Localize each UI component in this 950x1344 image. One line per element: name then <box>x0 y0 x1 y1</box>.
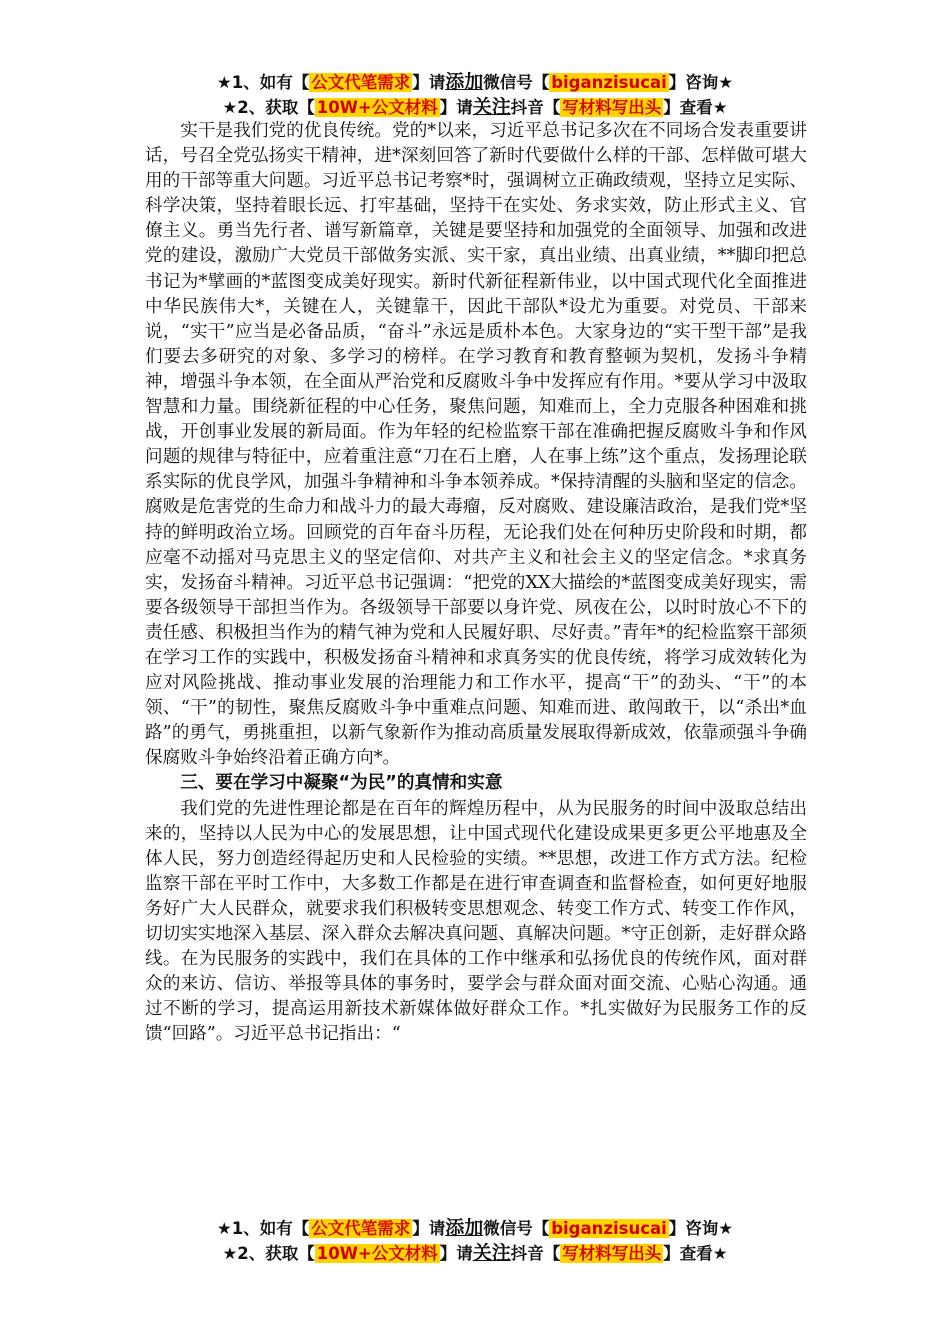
promo-highlight: 公文代笔需求 <box>311 1219 411 1238</box>
promo-text: 抖音【 <box>510 98 561 117</box>
promo-line-1 <box>0 1216 950 1241</box>
promo-text: ★1、如有【 <box>216 73 310 92</box>
promo-line-1 <box>0 70 950 95</box>
promo-line-2 <box>0 95 950 120</box>
promo-highlight: 写材料写出头 <box>562 98 662 117</box>
promo-highlight: biganzisucai <box>551 1219 667 1238</box>
promo-emphasis: 添加 <box>445 1217 484 1239</box>
promo-line-2 <box>0 1241 950 1266</box>
promo-text: ★2、获取【 <box>222 98 315 117</box>
promo-text: 】咨询★ <box>668 1219 734 1238</box>
document-body <box>145 119 807 1047</box>
promo-emphasis: 关注 <box>472 1242 511 1264</box>
promo-text: 】咨询★ <box>668 73 734 92</box>
promo-text: 】查看★ <box>663 1244 728 1263</box>
promo-highlight: 10W+公文材料 <box>316 98 438 117</box>
promo-text: 微信号【 <box>483 73 550 92</box>
section-heading: 三、要在学习中凝聚“为民”的真情和实意 <box>180 773 503 794</box>
body-paragraph: 实干是我们党的优良传统。党的*以来，习近平总书记多次在不同场合发表重要讲话，号召全党弘扬实干精神，进*深刻回答了新时代要做什么样的干部、怎样做可堪大用的干部等重大问题。习近平总书记考察*时，强调树立正确政绩观，坚持立足实际、科学决策，坚持着眼长远、打牢基础，坚持干在实处、务求实效，防止形式主义、官僚主义。勇当先行者、谱写新篇章，关键是要坚持和加强党的全面领导、加强和改进党的建设，激励广大党员干部做务实派、实干家，真出业绩、出真业绩，**脚印把总书记为*擘画的*蓝图变成美好现实。新时代新征程新伟业，以中国式现代化全面推进中华民族伟大*，关键在人，关键靠干，因此干部队*设尤为重要。对党员、干部来说，“实干”应当是必备品质，“奋斗”永远是质朴本色。大家身边的“实干型干部”是我们要去多研究的对象、多学习的榜样。在学习教育和教育整顿为契机，发扬斗争精神，增强斗争本领，在全面从严治党和反腐败斗争中发挥应有作用。*要从学习中汲取智慧和力量。围绕新征程的中心任务，聚焦问题，知难而上，全力克服各种困难和挑战，开创事业发展的新局面。作为年轻的纪检监察干部在准确把握反腐败斗争和作风问题的规律与特征中，应着重注意“刀在石上磨，人在事上练”这个重点，发扬理论联系实际的优良学风，加强斗争精神和斗争本领养成。*保持清醒的头脑和坚定的信念。腐败是危害党的生命力和战斗力的最大毒瘤，反对腐败、建设廉洁政治，是我们党*坚持的鲜明政治立场。回顾党的百年奋斗历程，无论我们处在何种历史阶段和时期，都应毫不动摇对马克思主义的坚定信仰、对共产主义和社会主义的坚定信念。*求真务实，发扬奋斗精神。习近平总书记强调：“把党的XX大描绘的*蓝图变成美好现实，需要各级领导干部担当作为。各级领导干部要以身许党、夙夜在公，以时时放心不下的责任感、积极担当作为的精气神为党和人民履好职、尽好责。”青年*的纪检监察干部须在学习工作的实践中，积极发扬奋斗精神和求真务实的优良传统，将学习成效转化为应对风险挑战、推动事业发展的治理能力和工作水平，提高“干”的劲头、“干”的本领、“干”的韧性，聚焦反腐败斗争中重难点问题、知难而进、敢闯敢干，以“杀出*血路”的勇气，勇挑重担，以新气象新作为推动高质量发展取得新成效，依靠顽强斗争确保腐败斗争始终沿着正确方向*。 <box>145 121 807 769</box>
promo-banner-bottom <box>0 1216 950 1266</box>
promo-text: 】查看★ <box>663 98 728 117</box>
promo-text: 】请 <box>439 98 473 117</box>
promo-text: ★1、如有【 <box>216 1219 310 1238</box>
promo-highlight: 10W+公文材料 <box>316 1244 438 1263</box>
promo-text: ★2、获取【 <box>222 1244 315 1263</box>
promo-banner-top <box>0 70 950 120</box>
promo-highlight: biganzisucai <box>551 73 667 92</box>
promo-highlight: 公文代笔需求 <box>311 73 411 92</box>
promo-emphasis: 添加 <box>445 71 484 93</box>
promo-text: 】请 <box>412 73 446 92</box>
promo-text: 微信号【 <box>483 1219 550 1238</box>
promo-highlight: 写材料写出头 <box>562 1244 662 1263</box>
body-paragraph: 我们党的先进性理论都是在百年的辉煌历程中，从为民服务的时间中汲取总结出来的，坚持以人民为中心的发展思想，让中国式现代化建设成果更多更公平地惠及全体人民，努力创造经得起历史和人民检验的实绩。**思想，改进工作方式方法。纪检监察干部在平时工作中，大多数工作都是在进行审查调查和监督检查，如何更好地服务好广大人民群众，就要求我们积极转变思想观念、转变工作方式、转变工作作风，切切实实地深入基层、深入群众去解决真问题、真解决问题。*守正创新，走好群众路线。在为民服务的实践中，我们在具体的工作中继承和弘扬优良的传统作风，面对群众的来访、信访、举报等具体的事务时，要学会与群众面对面交流、心贴心沟通。通过不断的学习，提高运用新技术新媒体做好群众工作。*扎实做好为民服务工作的反馈“回路”。习近平总书记指出：“ <box>145 798 807 1045</box>
promo-emphasis: 关注 <box>472 96 511 118</box>
promo-text: 】请 <box>439 1244 473 1263</box>
promo-text: 】请 <box>412 1219 446 1238</box>
promo-text: 抖音【 <box>510 1244 561 1263</box>
